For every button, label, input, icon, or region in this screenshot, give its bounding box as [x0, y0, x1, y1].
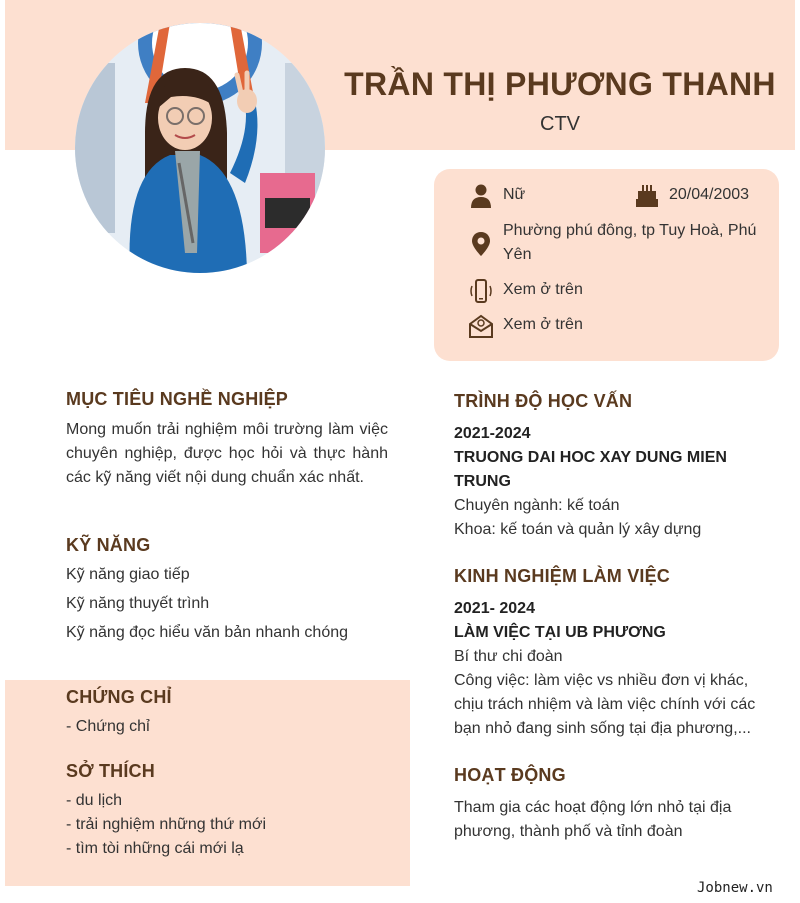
birthday-value: 20/04/2003 — [669, 186, 750, 203]
education-title: TRÌNH ĐỘ HỌC VẤN — [454, 391, 633, 411]
birthday-cake-icon — [634, 183, 660, 209]
experience-period: 2021- 2024 — [454, 600, 535, 617]
person-icon — [468, 183, 494, 209]
watermark: Jobnew.vn — [697, 880, 773, 896]
experience-title: KINH NGHIỆM LÀM VIỆC — [454, 566, 671, 586]
experience-workplace: LÀM VIỆC TẠI UB PHƯƠNG — [454, 624, 666, 641]
email-value: Xem ở trên — [503, 316, 583, 333]
email-icon — [468, 313, 494, 339]
skill-item: Kỹ năng giao tiếp — [66, 566, 190, 583]
experience-description: Công việc: làm việc vs nhiều đơn vị khác, chịu trách nhiệm và làm việc chính với các bạn nhỏ đang sinh sống tại địa phương,... — [454, 672, 756, 737]
skills-title: KỸ NĂNG — [66, 535, 151, 555]
phone-row — [468, 278, 583, 304]
education-major: Chuyên ngành: kế toán — [454, 497, 620, 514]
email-row — [468, 313, 583, 339]
phone-value: Xem ở trên — [503, 281, 583, 298]
birthday-row — [634, 183, 749, 209]
profile-photo — [75, 23, 325, 273]
candidate-name: TRẦN THỊ PHƯƠNG THANH — [344, 66, 776, 102]
gender-value: Nữ — [503, 186, 526, 203]
hobby-item: - tìm tòi những cái mới lạ — [66, 840, 244, 857]
skill-item: Kỹ năng đọc hiểu văn bản nhanh chóng — [66, 624, 349, 641]
objective-title: MỤC TIÊU NGHỀ NGHIỆP — [66, 389, 289, 409]
experience-position: Bí thư chi đoàn — [454, 648, 563, 665]
location-pin-icon — [468, 231, 494, 257]
contact-info-box — [434, 169, 779, 361]
education-period: 2021-2024 — [454, 425, 531, 442]
activities-title: HOẠT ĐỘNG — [454, 765, 566, 785]
address-value: Phường phú đông, tp Tuy Hoà, Phú Yên — [503, 222, 757, 263]
education-faculty: Khoa: kế toán và quản lý xây dựng — [454, 521, 702, 538]
candidate-role: CTV — [540, 113, 580, 135]
skill-item: Kỹ năng thuyết trình — [66, 595, 210, 612]
address-row — [468, 219, 768, 267]
activities-text: Tham gia các hoạt động lớn nhỏ tại địa phương, thành phố và tỉnh đoàn — [454, 799, 732, 840]
hobbies-title: SỞ THÍCH — [66, 761, 155, 781]
certificates-title: CHỨNG CHỈ — [66, 687, 172, 707]
phone-icon — [468, 278, 494, 304]
education-school: TRUONG DAI HOC XAY DUNG MIEN TRUNG — [454, 449, 727, 490]
hobby-item: - du lịch — [66, 792, 123, 809]
hobby-item: - trải nghiệm những thứ mới — [66, 816, 266, 833]
objective-text: Mong muốn trải nghiệm môi trường làm việc chuyên nghiệp, được học hỏi và thực hành các kỹ năng viết nội dung chuẩn xác nhất. — [66, 421, 388, 486]
certificate-item: - Chứng chỉ — [66, 718, 150, 735]
gender-row — [468, 183, 525, 209]
